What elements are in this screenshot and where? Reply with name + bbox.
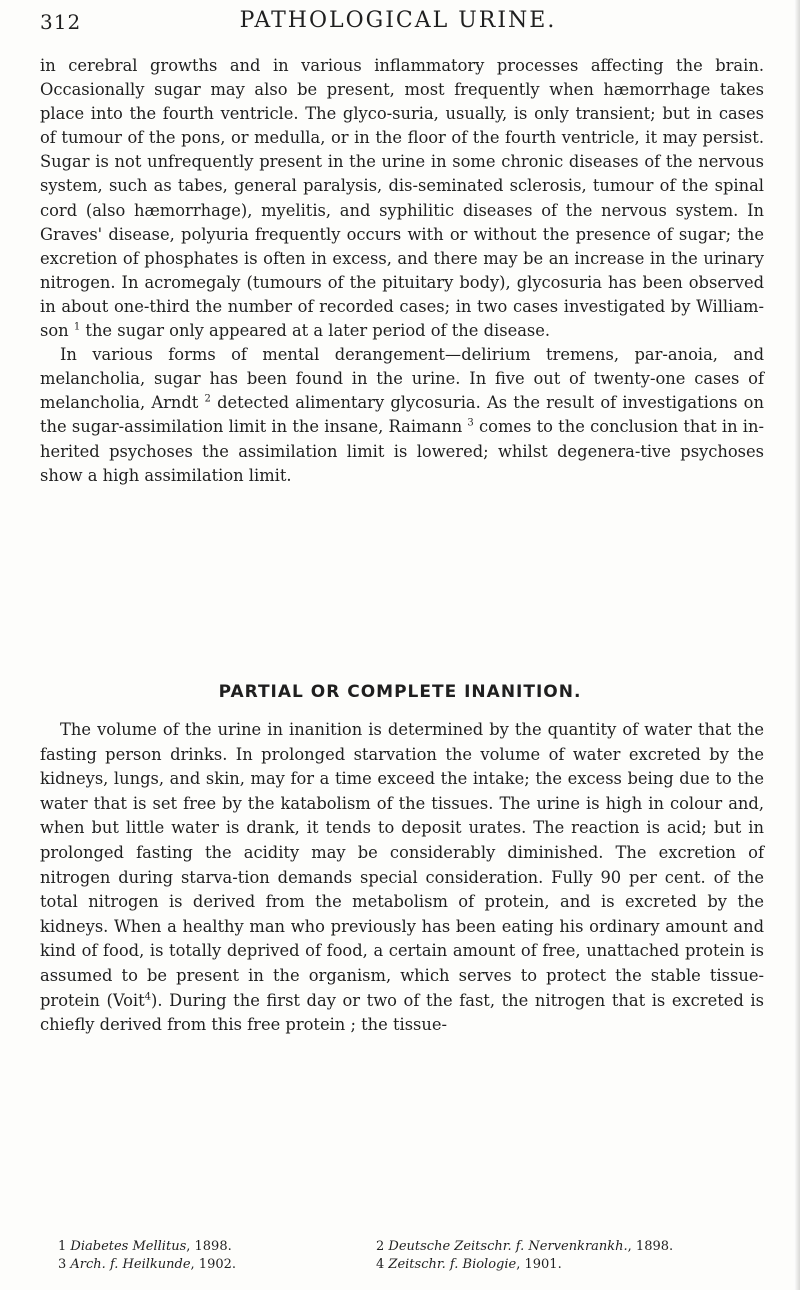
footnote-ref-raimann: 3	[467, 417, 474, 429]
footnote-1: 1 Diabetes Mellitus, 1898.	[58, 1239, 232, 1254]
footnote-ref-arndt: 2	[204, 393, 211, 405]
page-header	[40, 6, 756, 46]
paragraph-cerebral: in cerebral growths and in various inflammatory processes affecting the brain. Occasionally sugar may also be present, most frequently when hæmorrhage takes place into the fourth ventricle. The glyco-suria, usually, is only transient; but in cases of tumour of the pons, or medulla, or in the floor of the fourth ventricle, it may persist. Sugar is not unfrequently present in the urine in some chronic diseases of the nervous system, such as tabes, general paralysis, dis-seminated sclerosis, tumour of the spinal cord (also hæmorrhage), myelitis, and syphilitic diseases of the nervous system. In Graves' disease, polyuria frequently occurs with or without the presence of sugar; the excretion of phosphates is often in excess, and there may be an increase in the urinary nitrogen. In acromegaly (tumours of the pituitary body), glycosuria has been observed in about one-third the number of recorded cases; in two cases investigated by William-son $^1$ the sugar only appeared at a later period of the disease.	[40, 56, 764, 341]
body-text-nervous-diseases	[40, 54, 764, 488]
footnote-2: 2 Deutsche Zeitschr. f. Nervenkrankh., 1898.	[376, 1239, 674, 1254]
footnote-row	[58, 1238, 770, 1256]
page-edge-shadow	[794, 0, 800, 1290]
running-title: PATHOLOGICAL URINE.	[239, 8, 557, 33]
page-number: 312	[40, 10, 82, 34]
footnotes	[58, 1238, 770, 1274]
body-text-inanition	[40, 718, 764, 1038]
section-heading-inanition: PARTIAL OR COMPLETE INANITION.	[218, 682, 582, 702]
footnote-4: 4 Zeitschr. f. Biologie, 1901.	[376, 1257, 562, 1272]
footnote-row	[58, 1256, 770, 1274]
footnote-ref-williamson: 1	[73, 321, 81, 333]
footnote-ref-voit: 4	[144, 991, 152, 1003]
paragraph-inanition: The volume of the urine in inanition is determined by the quantity of water that the fasting person drinks. In prolonged starvation the volume of water excreted by the kidneys, lungs, and skin, may for a time exceed the intake; the excess being due to the water that is set free by the katabolism of the tissues. The urine is high in colour and, when but little water is drank, it tends to deposit urates. The reaction is acid; but in prolonged fasting the acidity may be considerably diminished. The excretion of nitrogen during starva-tion demands special consideration. Fully 90 per cent. of the total nitrogen is derived from the metabolism of protein, and is excreted by the kidneys. When a healthy man who previously has been eating his ordinary amount and kind of food, is totally deprived of food, a certain amount of free, unattached protein is assumed to be present in the organism, which serves to protect the stable tissue-protein (Voit$^4$). During the first day or two of the fast, the nitrogen that is excreted is chiefly derived from this free protein ; the tissue-	[40, 720, 764, 1035]
paragraph-mental-derangement: In various forms of mental derangement—delirium tremens, par-anoia, and melancholia, sugar has been found in the urine. In five out of twenty-one cases of melancholia, Arndt $^2$ detected alimentary glycosuria. As the result of investigations on the sugar-assimilation limit in the insane, Raimann $^3$ comes to the conclusion that in in-herited psychoses the assimilation limit is lowered; whilst degenera-tive psychoses show a high assimilation limit.	[40, 345, 764, 485]
footnote-3: 3 Arch. f. Heilkunde, 1902.	[58, 1257, 237, 1272]
